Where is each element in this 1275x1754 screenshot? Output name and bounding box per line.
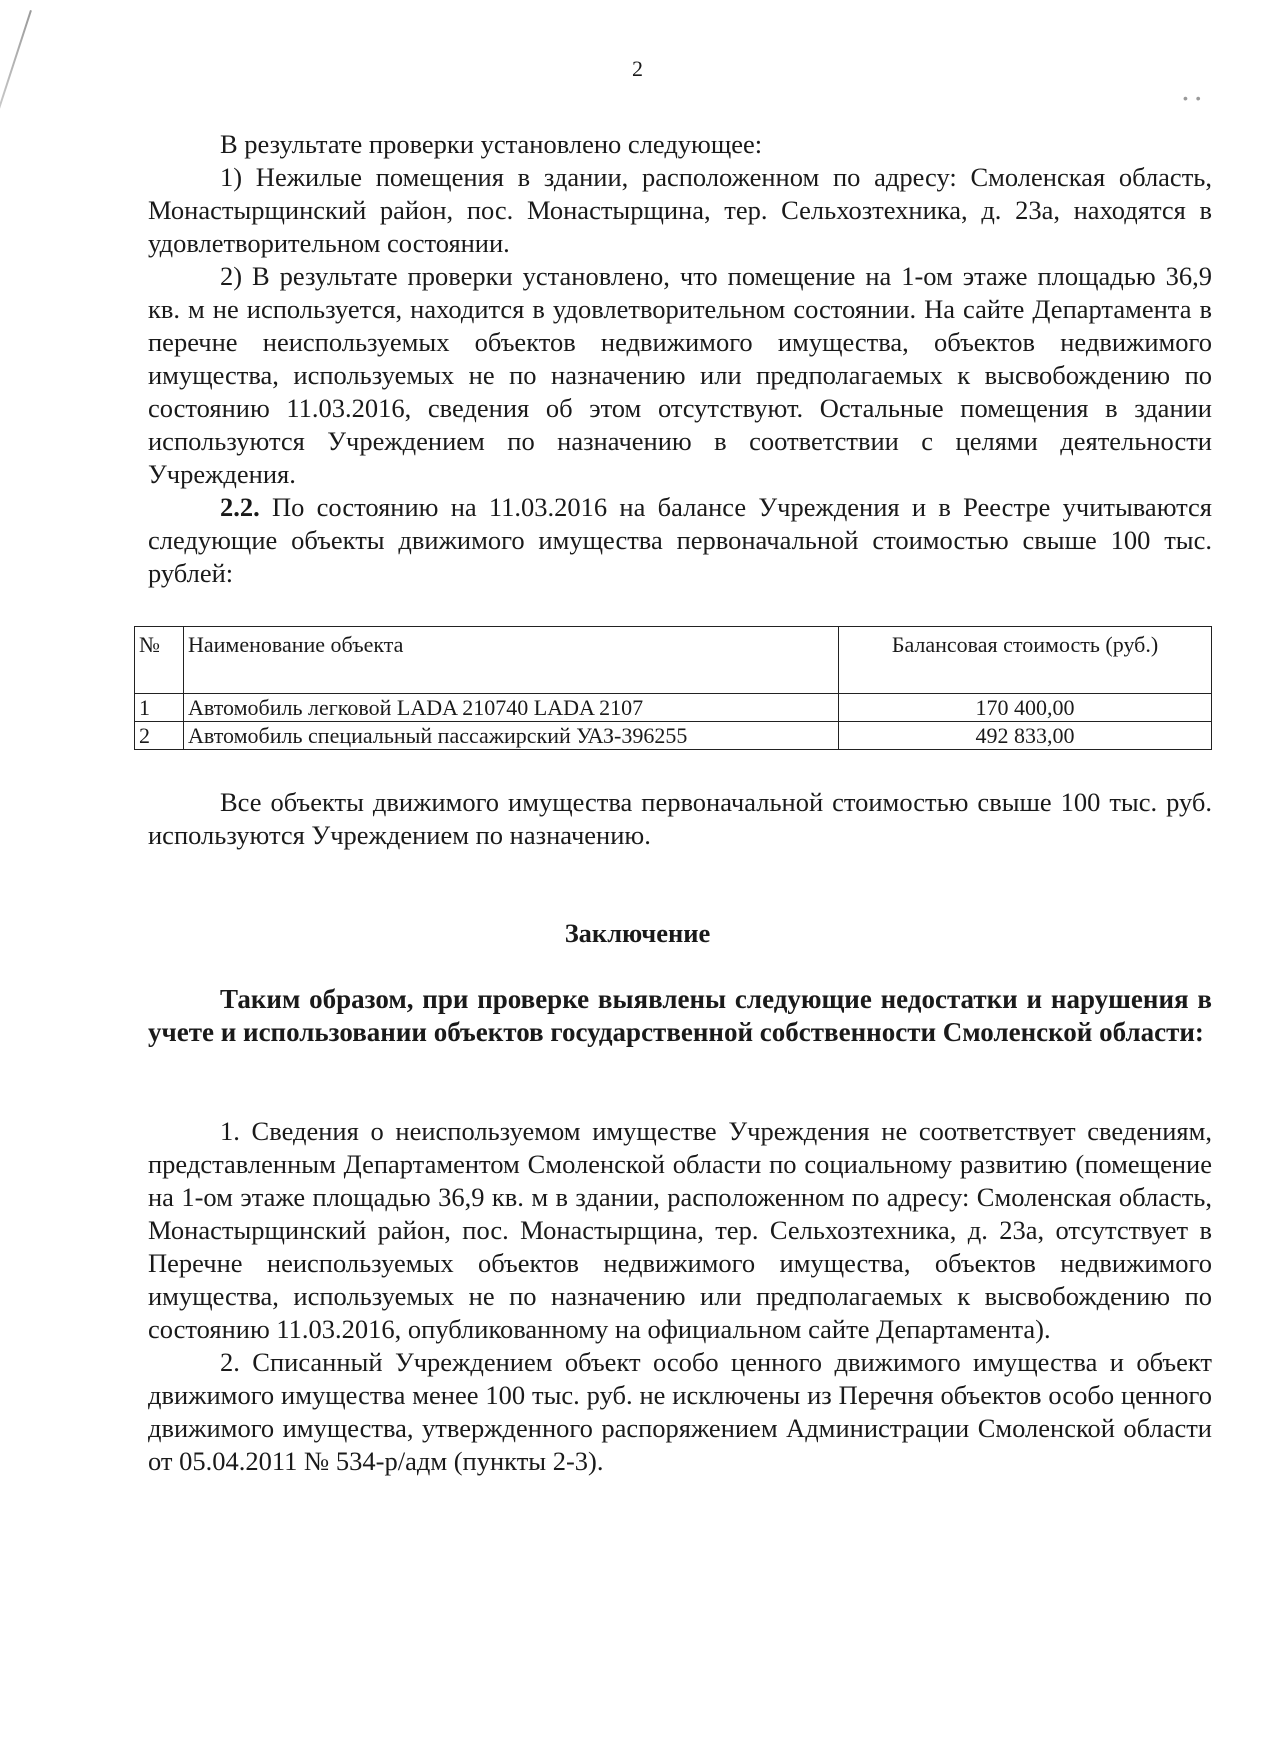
row-name: Автомобиль легковой LADA 210740 LADA 2107 xyxy=(184,694,839,722)
finding-paragraph-1: 1) Нежилые помещения в здании, расположенном по адресу: Смоленская область, Монастырщинский район, пос. Монастырщина, тер. Сельхозтехника, д. 23а, находятся в удовлетворительном состоянии. xyxy=(148,162,1212,258)
finding-paragraph-2: 2) В результате проверки установлено, что помещение на 1-ом этаже площадью 36,9 кв. м не используется, находится в удовлетворительном состоянии. На сайте Департамента в перечне неиспользуемых объектов недвижимого имущества, объектов недвижимого имущества, используемых не по назначению или предполагаемых к высвобождению по состоянию 11.03.2016, сведения об этом отсутствуют. Остальные помещения в здании используются Учреждением по назначению в соответствии с целями деятельности Учреждения. xyxy=(148,261,1212,489)
row-cost: 170 400,00 xyxy=(839,694,1212,722)
intro-line: В результате проверки установлено следующее: xyxy=(220,129,763,159)
section-2-2-paragraph xyxy=(148,491,1212,590)
movables-usage-note-section xyxy=(148,786,1212,852)
inspection-findings-section xyxy=(148,128,1212,590)
conclusion-lead: Таким образом, при проверке выявлены следующие недостатки и нарушения в учете и использовании объектов государственной собственности Смоленской области: xyxy=(148,984,1212,1047)
row-cost: 492 833,00 xyxy=(839,722,1212,750)
conclusion-lead-section xyxy=(148,983,1212,1049)
header-cost: Балансовая стоимость (руб.) xyxy=(839,627,1212,694)
conclusion-items-section xyxy=(148,1115,1212,1478)
scan-dots: • • xyxy=(1183,90,1203,106)
table-row xyxy=(135,694,1212,722)
conclusion-title: Заключение xyxy=(564,918,711,948)
conclusion-item-1: 1. Сведения о неиспользуемом имуществе Учреждения не соответствует сведениям, представленным Департаментом Смоленской области по социальному развитию (помещение на 1-ом этаже площадью 36,9 кв. м в здании, расположенном по адресу: Смоленская область, Монастырщинский район, пос. Монастырщина, тер. Сельхозтехника, д. 23а, отсутствует в Перечне неиспользуемых объектов недвижимого имущества, объектов недвижимого имущества, используемых не по назначению или предполагаемых к высвобождению по состоянию 11.03.2016, опубликованному на официальном сайте Департамента). xyxy=(148,1116,1212,1344)
page-number: 2 xyxy=(632,56,643,81)
row-number: 2 xyxy=(135,722,184,750)
header-number: № xyxy=(135,627,184,694)
section-2-2-text: По состоянию на 11.03.2016 на балансе Учреждения и в Реестре учитываются следующие объекты движимого имущества первоначальной стоимостью свыше 100 тыс. рублей: xyxy=(148,492,1212,588)
movable-assets-table xyxy=(134,626,1212,750)
movables-usage-note: Все объекты движимого имущества первоначальной стоимостью свыше 100 тыс. руб. используются Учреждением по назначению. xyxy=(148,787,1212,850)
section-number: 2.2. xyxy=(220,492,260,522)
table-header-row xyxy=(135,627,1212,694)
conclusion-item-2: 2. Списанный Учреждением объект особо ценного движимого имущества и объект движимого имущества менее 100 тыс. руб. не исключены из Перечня объектов особо ценного движимого имущества, утвержденного распоряжением Администрации Смоленской области от 05.04.2011 № 534-р/адм (пункты 2-3). xyxy=(148,1347,1212,1476)
table-row xyxy=(135,722,1212,750)
row-name: Автомобиль специальный пассажирский УАЗ-396255 xyxy=(184,722,839,750)
header-name: Наименование объекта xyxy=(184,627,839,694)
scan-pen-mark xyxy=(0,10,32,201)
row-number: 1 xyxy=(135,694,184,722)
